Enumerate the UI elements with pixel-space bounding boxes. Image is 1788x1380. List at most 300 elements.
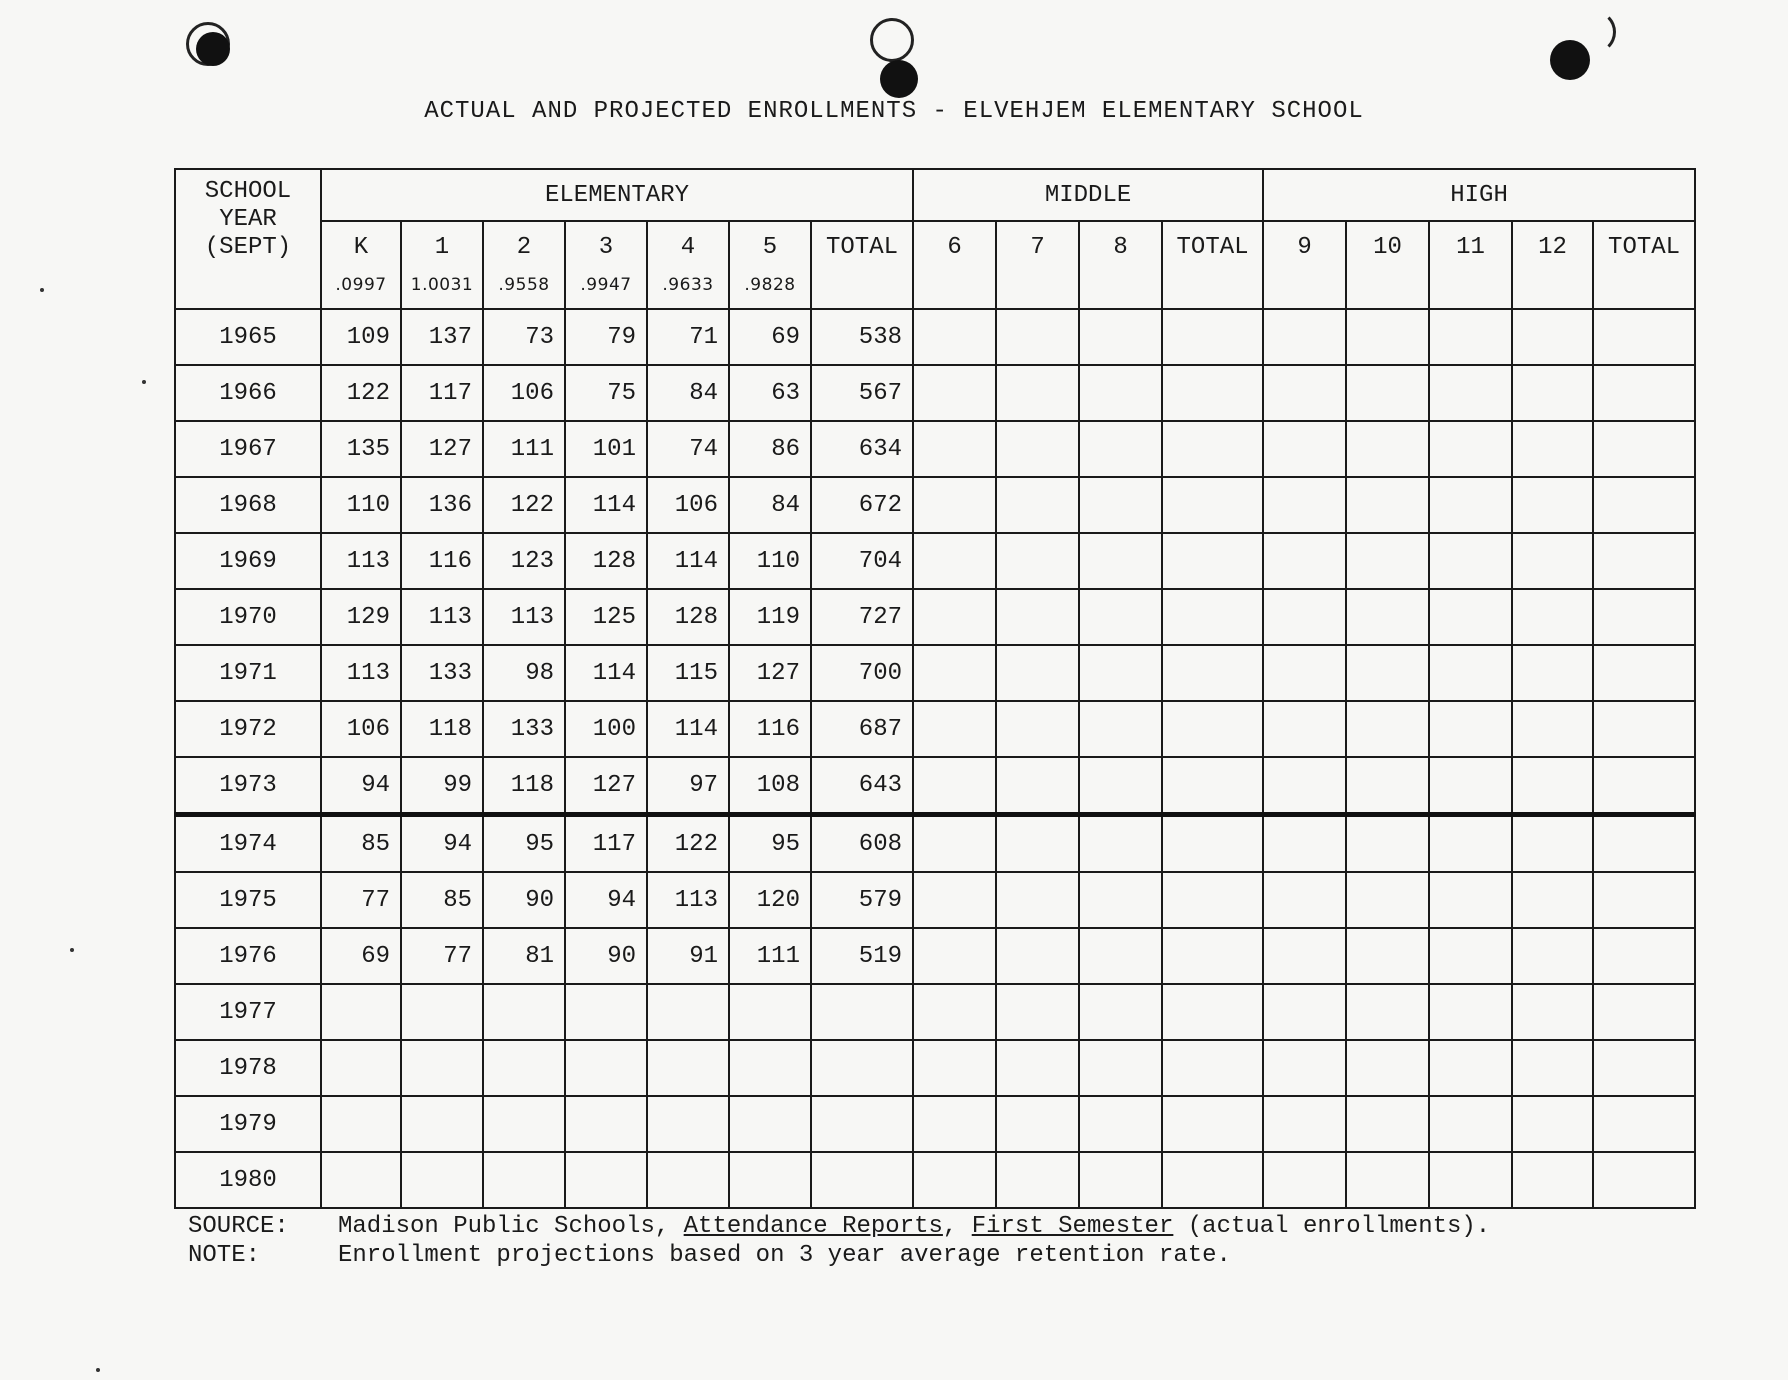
col-header-k: K .0997	[321, 221, 401, 309]
elementary-total-cell: 687	[811, 701, 913, 757]
binder-hole-right	[1550, 40, 1590, 80]
elementary-total-cell: 704	[811, 533, 913, 589]
empty-cell	[1512, 757, 1593, 815]
empty-cell	[1263, 701, 1346, 757]
empty-cell	[1263, 421, 1346, 477]
elementary-total-cell: 672	[811, 477, 913, 533]
enrollment-cell: 125	[565, 589, 647, 645]
enrollment-cell: 90	[565, 928, 647, 984]
enrollment-cell: 135	[321, 421, 401, 477]
empty-cell	[996, 533, 1079, 589]
table-row	[175, 533, 1695, 589]
empty-cell	[1512, 1096, 1593, 1152]
elementary-total-cell: 567	[811, 365, 913, 421]
empty-cell	[913, 984, 996, 1040]
empty-cell	[1079, 701, 1162, 757]
year-cell: 1966	[175, 365, 321, 421]
empty-cell	[1593, 815, 1695, 873]
enrollment-cell: 118	[483, 757, 565, 815]
enrollment-cell	[483, 1040, 565, 1096]
empty-cell	[1162, 701, 1263, 757]
enrollment-cell: 101	[565, 421, 647, 477]
year-cell: 1976	[175, 928, 321, 984]
empty-cell	[1162, 928, 1263, 984]
empty-cell	[1429, 365, 1512, 421]
enrollment-cell: 99	[401, 757, 483, 815]
enrollment-cell: 79	[565, 309, 647, 365]
empty-cell	[1429, 1040, 1512, 1096]
enrollment-cell	[401, 1152, 483, 1208]
enrollment-cell: 63	[729, 365, 811, 421]
enrollment-cell: 108	[729, 757, 811, 815]
empty-cell	[1079, 589, 1162, 645]
table-row	[175, 309, 1695, 365]
empty-cell	[1346, 872, 1429, 928]
col-header-grade-10: 10	[1346, 221, 1429, 309]
enrollment-cell	[321, 1040, 401, 1096]
empty-cell	[1593, 477, 1695, 533]
empty-cell	[1429, 872, 1512, 928]
table-row	[175, 477, 1695, 533]
empty-cell	[913, 477, 996, 533]
enrollment-cell	[483, 1096, 565, 1152]
elementary-total-cell	[811, 984, 913, 1040]
elementary-total-cell: 579	[811, 872, 913, 928]
note-text: Enrollment projections based on 3 year average retention rate.	[338, 1242, 1231, 1269]
col-header-grade-2: 2 .9558	[483, 221, 565, 309]
enrollment-cell	[483, 1152, 565, 1208]
enrollment-cell: 119	[729, 589, 811, 645]
empty-cell	[1512, 815, 1593, 873]
year-cell: 1974	[175, 815, 321, 873]
enrollment-cell	[647, 1096, 729, 1152]
enrollment-cell: 111	[483, 421, 565, 477]
empty-cell	[913, 757, 996, 815]
empty-cell	[1346, 589, 1429, 645]
enrollment-cell: 114	[647, 533, 729, 589]
enrollment-cell: 85	[321, 815, 401, 873]
middle-group-header: MIDDLE	[913, 169, 1263, 221]
binder-hole-center	[880, 60, 918, 98]
enrollment-cell	[321, 1096, 401, 1152]
empty-cell	[1162, 365, 1263, 421]
binder-hole-left	[196, 32, 230, 66]
enrollment-cell: 122	[647, 815, 729, 873]
empty-cell	[1512, 984, 1593, 1040]
enrollment-cell: 133	[401, 645, 483, 701]
empty-cell	[1429, 1096, 1512, 1152]
table-row	[175, 815, 1695, 873]
empty-cell	[1263, 757, 1346, 815]
retention-rate: .9947	[580, 275, 632, 295]
enrollment-cell	[401, 1040, 483, 1096]
empty-cell	[1263, 1040, 1346, 1096]
table-row	[175, 421, 1695, 477]
empty-cell	[1346, 928, 1429, 984]
empty-cell	[1593, 872, 1695, 928]
empty-cell	[996, 984, 1079, 1040]
empty-cell	[913, 701, 996, 757]
empty-cell	[1593, 645, 1695, 701]
enrollment-cell: 129	[321, 589, 401, 645]
enrollment-cell: 110	[729, 533, 811, 589]
elementary-group-header: ELEMENTARY	[321, 169, 913, 221]
empty-cell	[1512, 928, 1593, 984]
elementary-total-cell: 519	[811, 928, 913, 984]
enrollment-cell: 113	[321, 533, 401, 589]
enrollment-cell: 116	[401, 533, 483, 589]
empty-cell	[1346, 477, 1429, 533]
empty-cell	[1162, 533, 1263, 589]
empty-cell	[1263, 309, 1346, 365]
empty-cell	[1512, 533, 1593, 589]
empty-cell	[1162, 309, 1263, 365]
empty-cell	[1512, 872, 1593, 928]
retention-rate: .9558	[498, 275, 550, 295]
source-text: Madison Public Schools,	[338, 1213, 684, 1240]
enrollment-cell: 98	[483, 645, 565, 701]
empty-cell	[1512, 645, 1593, 701]
empty-cell	[996, 1040, 1079, 1096]
empty-cell	[996, 757, 1079, 815]
table-row	[175, 1152, 1695, 1208]
empty-cell	[1429, 589, 1512, 645]
year-cell: 1978	[175, 1040, 321, 1096]
empty-cell	[1512, 421, 1593, 477]
empty-cell	[996, 701, 1079, 757]
enrollment-cell	[565, 984, 647, 1040]
enrollment-cell: 75	[565, 365, 647, 421]
col-header-grade-9: 9	[1263, 221, 1346, 309]
empty-cell	[1263, 645, 1346, 701]
empty-cell	[913, 1096, 996, 1152]
empty-cell	[1429, 701, 1512, 757]
enrollment-cell	[729, 1040, 811, 1096]
empty-cell	[1079, 928, 1162, 984]
empty-cell	[1079, 1152, 1162, 1208]
table-row	[175, 589, 1695, 645]
enrollment-cell: 84	[647, 365, 729, 421]
source-attendance-reports: Attendance Reports	[683, 1213, 943, 1240]
empty-cell	[1263, 477, 1346, 533]
enrollment-cell: 133	[483, 701, 565, 757]
empty-cell	[1162, 589, 1263, 645]
year-cell: 1969	[175, 533, 321, 589]
enrollment-table	[174, 168, 1696, 1209]
empty-cell	[1263, 928, 1346, 984]
elementary-total-cell: 634	[811, 421, 913, 477]
elementary-total-cell: 538	[811, 309, 913, 365]
empty-cell	[1263, 365, 1346, 421]
scan-speck	[142, 380, 146, 384]
year-cell: 1979	[175, 1096, 321, 1152]
empty-cell	[1346, 365, 1429, 421]
empty-cell	[1512, 1152, 1593, 1208]
empty-cell	[1429, 421, 1512, 477]
empty-cell	[1593, 757, 1695, 815]
empty-cell	[1162, 757, 1263, 815]
year-cell: 1971	[175, 645, 321, 701]
empty-cell	[1593, 1040, 1695, 1096]
enrollment-cell: 73	[483, 309, 565, 365]
empty-cell	[1079, 477, 1162, 533]
scan-speck	[96, 1368, 100, 1372]
enrollment-cell: 106	[647, 477, 729, 533]
empty-cell	[1263, 1152, 1346, 1208]
empty-cell	[1429, 477, 1512, 533]
empty-cell	[1346, 645, 1429, 701]
enrollment-cell: 106	[483, 365, 565, 421]
empty-cell	[1512, 477, 1593, 533]
elementary-total-cell	[811, 1152, 913, 1208]
enrollment-cell	[321, 1152, 401, 1208]
empty-cell	[1429, 645, 1512, 701]
col-header-grade-3: 3 .9947	[565, 221, 647, 309]
elementary-total-cell: 608	[811, 815, 913, 873]
empty-cell	[1346, 1040, 1429, 1096]
note-label: NOTE:	[188, 1242, 261, 1269]
table-row	[175, 757, 1695, 815]
enrollment-cell: 114	[565, 477, 647, 533]
enrollment-cell: 91	[647, 928, 729, 984]
year-cell: 1972	[175, 701, 321, 757]
scan-speck	[40, 288, 44, 292]
empty-cell	[996, 365, 1079, 421]
enrollment-cell: 71	[647, 309, 729, 365]
empty-cell	[913, 928, 996, 984]
empty-cell	[1512, 701, 1593, 757]
enrollment-cell: 110	[321, 477, 401, 533]
empty-cell	[1429, 928, 1512, 984]
empty-cell	[1079, 872, 1162, 928]
enrollment-cell: 86	[729, 421, 811, 477]
year-cell: 1973	[175, 757, 321, 815]
enrollment-cell: 127	[565, 757, 647, 815]
scan-speck	[70, 948, 74, 952]
enrollment-cell	[565, 1096, 647, 1152]
enrollment-cell: 100	[565, 701, 647, 757]
table-row	[175, 984, 1695, 1040]
enrollment-cell: 106	[321, 701, 401, 757]
enrollment-cell: 116	[729, 701, 811, 757]
table-row	[175, 365, 1695, 421]
year-cell: 1977	[175, 984, 321, 1040]
retention-rate: .9633	[662, 275, 714, 295]
enrollment-cell: 113	[483, 589, 565, 645]
empty-cell	[1346, 1096, 1429, 1152]
enrollment-cell: 94	[565, 872, 647, 928]
enrollment-cell	[647, 984, 729, 1040]
empty-cell	[913, 815, 996, 873]
col-header-grade-7: 7	[996, 221, 1079, 309]
empty-cell	[1263, 589, 1346, 645]
empty-cell	[913, 365, 996, 421]
enrollment-cell: 115	[647, 645, 729, 701]
empty-cell	[913, 533, 996, 589]
empty-cell	[1079, 533, 1162, 589]
empty-cell	[1593, 701, 1695, 757]
enrollment-cell	[321, 984, 401, 1040]
enrollment-cell	[729, 984, 811, 1040]
enrollment-cell: 69	[321, 928, 401, 984]
empty-cell	[1162, 645, 1263, 701]
empty-cell	[913, 872, 996, 928]
empty-cell	[1079, 1096, 1162, 1152]
empty-cell	[1079, 421, 1162, 477]
empty-cell	[996, 872, 1079, 928]
enrollment-cell: 94	[321, 757, 401, 815]
empty-cell	[1079, 645, 1162, 701]
enrollment-cell: 113	[321, 645, 401, 701]
empty-cell	[1079, 309, 1162, 365]
empty-cell	[1346, 815, 1429, 873]
year-cell: 1968	[175, 477, 321, 533]
enrollment-cell: 74	[647, 421, 729, 477]
enrollment-cell: 117	[401, 365, 483, 421]
empty-cell	[996, 928, 1079, 984]
source-label: SOURCE:	[188, 1213, 289, 1240]
enrollment-cell	[647, 1152, 729, 1208]
empty-cell	[1593, 421, 1695, 477]
elementary-total-cell: 700	[811, 645, 913, 701]
empty-cell	[1162, 1040, 1263, 1096]
empty-cell	[1346, 757, 1429, 815]
col-header-grade-8: 8	[1079, 221, 1162, 309]
empty-cell	[913, 1152, 996, 1208]
enrollment-cell	[401, 1096, 483, 1152]
empty-cell	[913, 645, 996, 701]
enrollment-cell	[401, 984, 483, 1040]
enrollment-cell: 117	[565, 815, 647, 873]
empty-cell	[1162, 477, 1263, 533]
enrollment-cell: 95	[729, 815, 811, 873]
year-cell: 1967	[175, 421, 321, 477]
enrollment-cell	[647, 1040, 729, 1096]
empty-cell	[1512, 589, 1593, 645]
empty-cell	[996, 1096, 1079, 1152]
enrollment-cell: 97	[647, 757, 729, 815]
enrollment-cell	[483, 984, 565, 1040]
empty-cell	[1593, 365, 1695, 421]
empty-cell	[1263, 872, 1346, 928]
enrollment-cell: 122	[483, 477, 565, 533]
enrollment-cell: 111	[729, 928, 811, 984]
empty-cell	[1593, 984, 1695, 1040]
empty-cell	[1263, 1096, 1346, 1152]
footnotes	[188, 1212, 1490, 1270]
empty-cell	[1429, 815, 1512, 873]
empty-cell	[1162, 1096, 1263, 1152]
enrollment-cell: 84	[729, 477, 811, 533]
enrollment-cell: 128	[565, 533, 647, 589]
enrollment-cell: 123	[483, 533, 565, 589]
enrollment-cell: 128	[647, 589, 729, 645]
elementary-total-cell	[811, 1096, 913, 1152]
source-line	[188, 1212, 1490, 1241]
binder-ring-center	[870, 18, 914, 62]
empty-cell	[996, 477, 1079, 533]
empty-cell	[1079, 365, 1162, 421]
empty-cell	[1346, 309, 1429, 365]
empty-cell	[1263, 533, 1346, 589]
enrollment-cell: 95	[483, 815, 565, 873]
table-row	[175, 1096, 1695, 1152]
col-header-grade-11: 11	[1429, 221, 1512, 309]
enrollment-cell	[729, 1096, 811, 1152]
empty-cell	[1593, 1096, 1695, 1152]
empty-cell	[1162, 1152, 1263, 1208]
empty-cell	[1512, 309, 1593, 365]
enrollment-cell: 77	[321, 872, 401, 928]
col-header-elementary-total: TOTAL	[811, 221, 913, 309]
enrollment-cell: 122	[321, 365, 401, 421]
empty-cell	[996, 309, 1079, 365]
empty-cell	[1429, 533, 1512, 589]
elementary-total-cell	[811, 1040, 913, 1096]
empty-cell	[1346, 1152, 1429, 1208]
col-header-grade-4: 4 .9633	[647, 221, 729, 309]
col-header-middle-total: TOTAL	[1162, 221, 1263, 309]
empty-cell	[1079, 815, 1162, 873]
enrollment-cell: 118	[401, 701, 483, 757]
empty-cell	[1593, 589, 1695, 645]
page-title: ACTUAL AND PROJECTED ENROLLMENTS - ELVEHJEM ELEMENTARY SCHOOL	[424, 98, 1364, 125]
source-suffix: (actual enrollments).	[1173, 1213, 1491, 1240]
table-row	[175, 1040, 1695, 1096]
table-row	[175, 872, 1695, 928]
empty-cell	[1079, 984, 1162, 1040]
enrollment-cell	[729, 1152, 811, 1208]
empty-cell	[1346, 533, 1429, 589]
table-row	[175, 928, 1695, 984]
empty-cell	[996, 1152, 1079, 1208]
empty-cell	[1593, 533, 1695, 589]
enrollment-cell: 81	[483, 928, 565, 984]
enrollment-cell	[565, 1152, 647, 1208]
empty-cell	[1593, 309, 1695, 365]
table-row	[175, 645, 1695, 701]
empty-cell	[1346, 421, 1429, 477]
empty-cell	[1429, 984, 1512, 1040]
col-header-high-total: TOTAL	[1593, 221, 1695, 309]
col-header-grade-5: 5 .9828	[729, 221, 811, 309]
empty-cell	[1429, 1152, 1512, 1208]
col-header-grade-6: 6	[913, 221, 996, 309]
retention-rate: 1.0031	[410, 275, 474, 295]
col-header-grade-1: 1 1.0031	[401, 221, 483, 309]
enrollment-cell: 120	[729, 872, 811, 928]
enrollment-cell: 127	[729, 645, 811, 701]
enrollment-cell: 114	[647, 701, 729, 757]
empty-cell	[1162, 872, 1263, 928]
source-separator: ,	[942, 1213, 972, 1240]
enrollment-cell: 77	[401, 928, 483, 984]
empty-cell	[996, 421, 1079, 477]
empty-cell	[1593, 1152, 1695, 1208]
empty-cell	[1162, 815, 1263, 873]
empty-cell	[1162, 984, 1263, 1040]
elementary-total-cell: 727	[811, 589, 913, 645]
enrollment-cell	[565, 1040, 647, 1096]
enrollment-cell: 85	[401, 872, 483, 928]
enrollment-cell: 114	[565, 645, 647, 701]
empty-cell	[1263, 984, 1346, 1040]
enrollment-cell: 127	[401, 421, 483, 477]
enrollment-cell: 69	[729, 309, 811, 365]
note-line	[188, 1241, 1490, 1270]
elementary-total-cell: 643	[811, 757, 913, 815]
enrollment-cell: 109	[321, 309, 401, 365]
